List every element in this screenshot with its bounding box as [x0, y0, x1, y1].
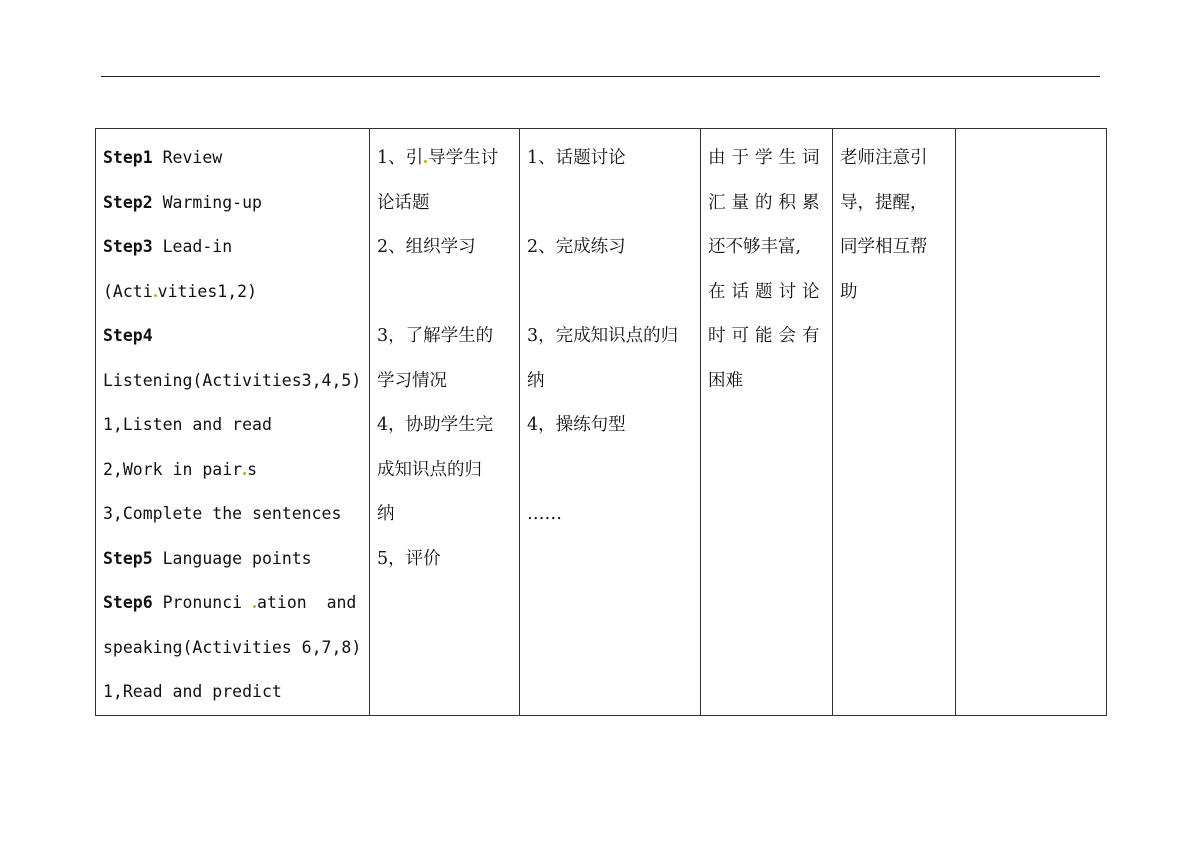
- teacher-line: [377, 136, 512, 181]
- step4-listening-line: Listening(Activities3,4,5): [103, 370, 362, 390]
- step-text: ation and: [257, 593, 357, 612]
- step6-line: [103, 581, 362, 626]
- table-row: [96, 129, 1107, 716]
- teacher-line: 4，协助学生完: [377, 415, 494, 435]
- mark-dot: [243, 472, 246, 475]
- step4-line: Step4: [103, 326, 153, 345]
- student-line: 纳: [527, 370, 545, 391]
- step-text: vities1,2): [157, 281, 258, 301]
- step-text: (Acti: [103, 281, 153, 301]
- step-text: 2,Work in pair: [103, 459, 243, 479]
- step6-speaking-line: speaking(Activities 6,7,8): [103, 637, 362, 657]
- mark-dot: [253, 605, 256, 608]
- step4-item3-line: 3,Complete the sentences: [103, 504, 342, 523]
- student-line: 3，完成知识点的归: [527, 326, 679, 346]
- student-line: 4，操练句型: [527, 415, 626, 435]
- step-label: Step3: [103, 237, 153, 256]
- empty-cell: [956, 129, 1107, 716]
- spacer: [527, 181, 693, 226]
- teaching-steps-cell: [96, 129, 370, 716]
- teacher-line: 纳: [377, 504, 395, 524]
- spacer: [527, 270, 693, 315]
- step-label: Step6: [103, 593, 153, 612]
- teacher-line: 5，评价: [377, 548, 441, 569]
- step-label: Step5: [103, 548, 153, 568]
- mark-dot: [424, 160, 427, 163]
- step-label: Step2: [103, 192, 153, 212]
- strategy-line: 老师注意引: [840, 148, 928, 168]
- step4-item1-line: 1,Listen and read: [103, 415, 272, 434]
- teacher-line: 2、组织学习: [377, 237, 476, 257]
- difficulty-line: 时可能会有: [708, 326, 826, 346]
- step-text: Pronunci: [162, 593, 243, 612]
- student-activities-cell: [520, 129, 701, 716]
- teacher-line: 3，了解学生的: [377, 326, 494, 346]
- cell-text: 导学生讨: [428, 148, 499, 168]
- teacher-line: 成知识点的归: [377, 459, 482, 480]
- step-text: Review: [162, 148, 223, 167]
- step-text: s: [247, 459, 258, 479]
- step-text: Lead-in: [162, 237, 233, 256]
- strategy-line: 助: [840, 281, 858, 302]
- difficulty-line: 汇量的积累: [708, 192, 826, 213]
- step2-line: [103, 181, 362, 226]
- student-line: 1、话题讨论: [527, 148, 626, 168]
- difficulties-cell: [701, 129, 833, 716]
- teacher-line: 学习情况: [377, 370, 447, 391]
- mark-dot: [154, 294, 157, 297]
- difficulty-line: 还不够丰富,: [708, 237, 802, 257]
- student-line: ……: [527, 504, 562, 524]
- difficulty-line: 在话题讨论: [708, 281, 826, 302]
- step3-detail-line: [103, 270, 362, 315]
- teacher-activities-cell: [370, 129, 520, 716]
- step-label: Step1: [103, 148, 153, 167]
- step6-item1-line: 1,Read and predict: [103, 682, 282, 701]
- teacher-line: 论话题: [377, 192, 430, 213]
- spacer: [377, 270, 512, 315]
- strategies-cell: [833, 129, 956, 716]
- spacer: [527, 448, 693, 493]
- cell-text: 1、引: [377, 148, 424, 168]
- header-rule: [101, 76, 1100, 77]
- step4-item2-line: [103, 448, 362, 493]
- strategy-line: 同学相互帮: [840, 237, 928, 257]
- step-text: Language points: [162, 548, 312, 568]
- difficulty-line: 困难: [708, 370, 743, 391]
- step-text: Warming-up: [162, 192, 262, 212]
- step5-line: [103, 537, 362, 582]
- step3-line: [103, 225, 362, 270]
- student-line: 2、完成练习: [527, 237, 626, 257]
- difficulty-line: 由于学生词: [708, 148, 826, 168]
- strategy-line: 导，提醒，: [840, 192, 928, 213]
- step1-line: [103, 136, 362, 181]
- lesson-plan-table: [95, 128, 1107, 716]
